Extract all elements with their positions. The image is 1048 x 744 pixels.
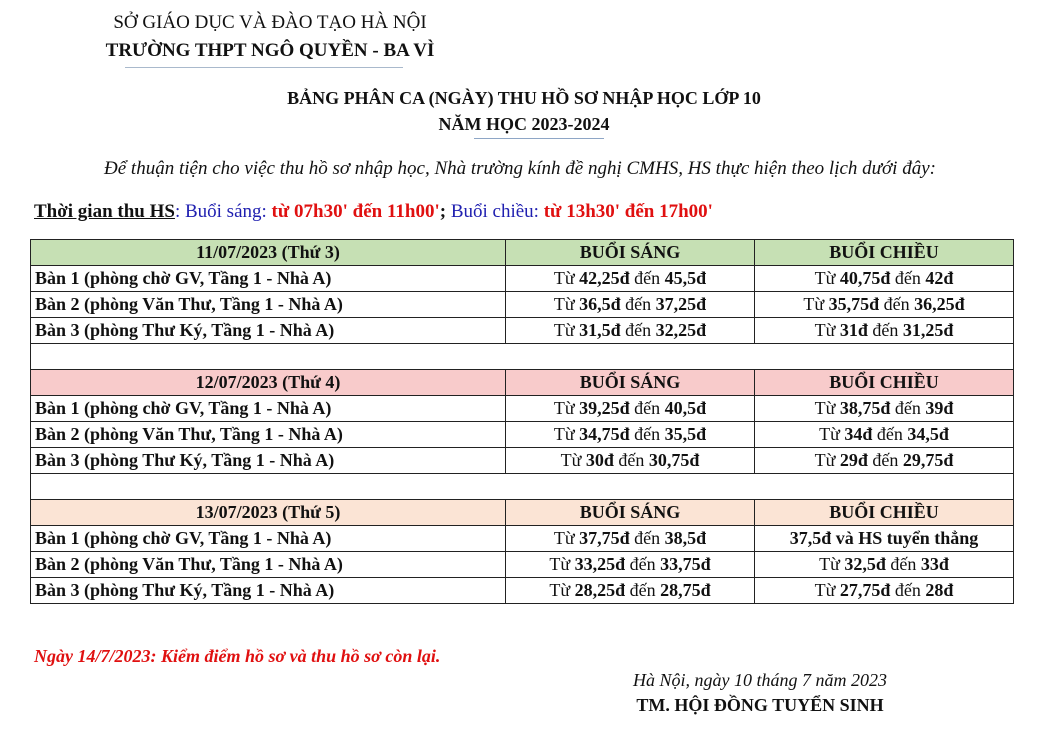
desk-location: Bàn 1 (phòng chờ GV, Tầng 1 - Nhà A): [31, 526, 506, 552]
range-to: 29,75đ: [902, 450, 954, 470]
table-row: [31, 448, 1014, 474]
range-to: 31,25đ: [902, 320, 954, 340]
range-from: 34đ: [844, 424, 873, 444]
range-prefix: Từ: [819, 424, 845, 444]
range-to: 42đ: [925, 268, 954, 288]
afternoon-header: BUỔI CHIỀU: [755, 240, 1014, 266]
range-to: 45,5đ: [664, 268, 707, 288]
range-mid: đến: [872, 424, 908, 444]
table-row: [31, 422, 1014, 448]
range-prefix: Từ: [803, 294, 829, 314]
range-prefix: Từ: [814, 398, 840, 418]
range-prefix: Từ: [553, 398, 580, 418]
range-prefix: Từ: [814, 268, 840, 288]
afternoon-label: Buổi chiều:: [450, 201, 544, 222]
desk-location: Bàn 3 (phòng Thư Ký, Tầng 1 - Nhà A): [31, 318, 506, 344]
range-prefix: Từ: [549, 554, 575, 574]
range-mid: đến: [867, 450, 903, 470]
afternoon-header: BUỔI CHIỀU: [755, 370, 1014, 396]
range-to: 30,75đ: [648, 450, 700, 470]
range-prefix: Từ: [814, 580, 840, 600]
range-mid: đến: [890, 268, 926, 288]
morning-range: [506, 448, 755, 474]
range-from: 33,25đ: [574, 554, 626, 574]
range-to: 38,5đ: [664, 528, 707, 548]
afternoon-time: từ 13h30' đến 17h00': [543, 201, 713, 222]
range-prefix: Từ: [814, 450, 840, 470]
day-header-row: [31, 240, 1014, 266]
document-title: BẢNG PHÂN CA (NGÀY) THU HỒ SƠ NHẬP HỌC LỚP 10: [287, 88, 761, 108]
range-from: 29đ: [839, 450, 868, 470]
header-divider: [125, 67, 403, 68]
afternoon-range: [755, 266, 1014, 292]
range-to: 35,5đ: [664, 424, 707, 444]
range-prefix: Từ: [553, 268, 580, 288]
place-date: Hà Nội, ngày 10 tháng 7 năm 2023: [633, 670, 887, 690]
school-name: TRƯỜNG THPT NGÔ QUYỀN - BA VÌ: [105, 40, 435, 61]
range-to: 37,25đ: [655, 294, 707, 314]
range-mid: đến: [890, 580, 926, 600]
title-divider: [474, 138, 604, 139]
range-mid: đến: [620, 294, 656, 314]
desk-location: Bàn 3 (phòng Thư Ký, Tầng 1 - Nhà A): [31, 578, 506, 604]
range-from: 36,5đ: [579, 294, 621, 314]
range-mid: đến: [613, 450, 649, 470]
range-from: 30đ: [585, 450, 614, 470]
range-from: 28,25đ: [574, 580, 626, 600]
desk-location: Bàn 2 (phòng Văn Thư, Tầng 1 - Nhà A): [31, 552, 506, 578]
range-from: 38,75đ: [839, 398, 891, 418]
morning-time: từ 07h30' đến 11h00': [271, 201, 440, 222]
afternoon-header: BUỔI CHIỀU: [755, 500, 1014, 526]
afternoon-range: [755, 448, 1014, 474]
school-year: NĂM HỌC 2023-2024: [438, 114, 610, 134]
table-row: [31, 318, 1014, 344]
morning-header: BUỔI SÁNG: [506, 500, 755, 526]
range-prefix: Từ: [819, 554, 845, 574]
time-separator: ;: [439, 201, 451, 222]
desk-location: Bàn 1 (phòng chờ GV, Tầng 1 - Nhà A): [31, 266, 506, 292]
range-prefix: Từ: [553, 320, 580, 340]
range-prefix: Từ: [549, 580, 575, 600]
day-header-row: [31, 370, 1014, 396]
range-from: 32,5đ: [844, 554, 886, 574]
afternoon-range: [755, 526, 1014, 552]
morning-range: [506, 292, 755, 318]
afternoon-range: [755, 318, 1014, 344]
table-row: [31, 552, 1014, 578]
range-from: 34,75đ: [579, 424, 630, 444]
afternoon-range: [755, 552, 1014, 578]
range-from: 27,75đ: [839, 580, 891, 600]
schedule-table: [30, 239, 1014, 604]
range-mid: đến: [879, 294, 915, 314]
final-day-note: Ngày 14/7/2023: Kiểm điểm hồ sơ và thu hồ sơ còn lại.: [34, 646, 441, 666]
morning-range: [506, 266, 755, 292]
range-prefix: Từ: [814, 320, 840, 340]
desk-location: Bàn 3 (phòng Thư Ký, Tầng 1 - Nhà A): [31, 448, 506, 474]
range-from: 37,5đ và HS tuyển thẳng: [789, 528, 979, 548]
morning-label: Buổi sáng:: [184, 201, 272, 222]
afternoon-range: [755, 422, 1014, 448]
range-mid: đến: [629, 268, 665, 288]
range-from: 42,25đ: [579, 268, 630, 288]
range-mid: đến: [885, 554, 921, 574]
day-header-row: [31, 500, 1014, 526]
range-mid: đến: [620, 320, 656, 340]
signer: TM. HỘI ĐỒNG TUYỂN SINH: [636, 695, 884, 715]
range-to: 33,75đ: [660, 554, 711, 574]
desk-location: Bàn 1 (phòng chờ GV, Tầng 1 - Nhà A): [31, 396, 506, 422]
morning-range: [506, 422, 755, 448]
morning-range: [506, 552, 755, 578]
table-row: [31, 266, 1014, 292]
table-row: [31, 578, 1014, 604]
range-prefix: Từ: [560, 450, 586, 470]
range-from: 31,5đ: [579, 320, 621, 340]
time-label: Thời gian thu HS: [34, 201, 175, 222]
day-date: 13/07/2023 (Thứ 5): [31, 500, 506, 526]
range-to: 28,75đ: [660, 580, 711, 600]
range-mid: đến: [625, 554, 661, 574]
range-prefix: Từ: [553, 528, 580, 548]
range-to: 36,25đ: [914, 294, 965, 314]
afternoon-range: [755, 396, 1014, 422]
afternoon-range: [755, 292, 1014, 318]
range-mid: đến: [629, 398, 665, 418]
desk-location: Bàn 2 (phòng Văn Thư, Tầng 1 - Nhà A): [31, 422, 506, 448]
spacer-row: [31, 474, 1014, 500]
table-row: [31, 526, 1014, 552]
department-name: SỞ GIÁO DỤC VÀ ĐÀO TẠO HÀ NỘI: [113, 12, 427, 33]
range-from: 35,75đ: [828, 294, 880, 314]
table-row: [31, 292, 1014, 318]
range-from: 40,75đ: [839, 268, 891, 288]
morning-range: [506, 526, 755, 552]
table-row: [31, 396, 1014, 422]
spacer-row: [31, 344, 1014, 370]
range-to: 34,5đ: [907, 424, 949, 444]
range-to: 28đ: [925, 580, 954, 600]
range-mid: đến: [867, 320, 903, 340]
range-mid: đến: [625, 580, 661, 600]
day-date: 12/07/2023 (Thứ 4): [31, 370, 506, 396]
range-mid: đến: [890, 398, 926, 418]
range-mid: đến: [629, 528, 665, 548]
morning-header: BUỔI SÁNG: [506, 240, 755, 266]
desk-location: Bàn 2 (phòng Văn Thư, Tầng 1 - Nhà A): [31, 292, 506, 318]
range-to: 32,25đ: [655, 320, 707, 340]
range-to: 33đ: [920, 554, 949, 574]
day-date: 11/07/2023 (Thứ 3): [31, 240, 506, 266]
range-mid: đến: [629, 424, 665, 444]
range-prefix: Từ: [553, 294, 580, 314]
range-from: 31đ: [839, 320, 868, 340]
range-from: 37,75đ: [579, 528, 630, 548]
morning-header: BUỔI SÁNG: [506, 370, 755, 396]
afternoon-range: [755, 578, 1014, 604]
morning-range: [506, 578, 755, 604]
range-prefix: Từ: [553, 424, 580, 444]
collection-time: [34, 201, 713, 223]
range-to: 40,5đ: [664, 398, 707, 418]
range-from: 39,25đ: [579, 398, 630, 418]
morning-range: [506, 318, 755, 344]
intro-text: Để thuận tiện cho việc thu hồ sơ nhập học, Nhà trường kính đề nghị CMHS, HS thực hiện theo lịch dưới đây:: [104, 158, 936, 179]
range-to: 39đ: [925, 398, 954, 418]
morning-range: [506, 396, 755, 422]
time-colon: :: [174, 201, 185, 222]
